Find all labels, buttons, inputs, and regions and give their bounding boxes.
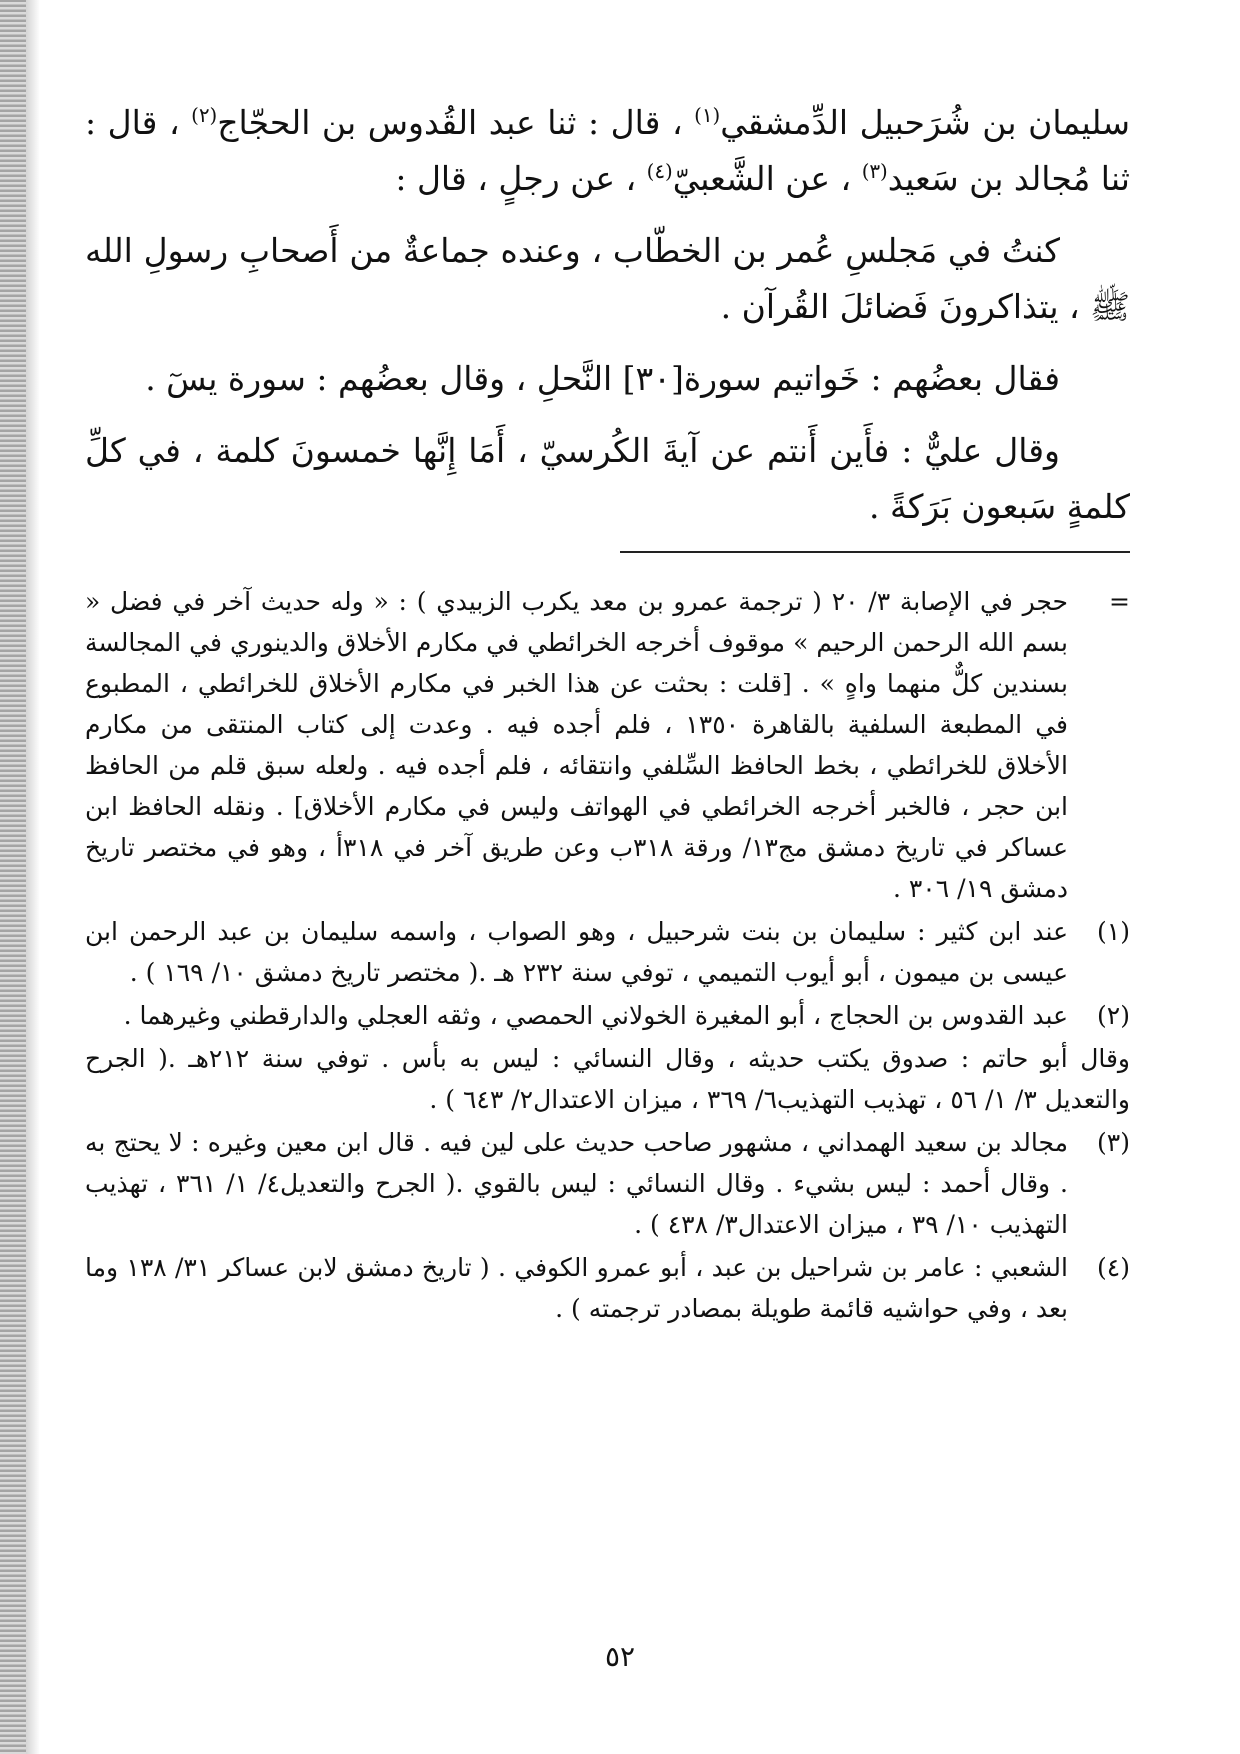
footnote-number: (٢) xyxy=(1097,1001,1130,1030)
book-spine-fade xyxy=(26,0,40,1754)
paragraph-majlis: كنتُ في مَجلسِ عُمر بن الخطّاب ، وعنده جماعةٌ من أَصحابِ رسولِ الله ﷺ ، يتذاكرونَ فَضائلَ القُرآن . xyxy=(85,231,1130,326)
isnad-part-c: ، قال : ثنا مُجالد بن سَعيد xyxy=(85,103,1130,198)
isnad-part-d: ، عن الشَّعبيّ xyxy=(672,159,862,198)
footnote-1 xyxy=(85,911,1130,993)
book-spine-shadow xyxy=(0,0,26,1754)
footnote-continued-text: حجر في الإصابة ٣/ ٢٠ ( ترجمة عمرو بن معد يكرب الزبيدي ) : « وله حديث آخر في فضل « بسم الله الرحمن الرحيم » موقوف أخرجه الخرائطي في مكارم الأخلاق والدينوري في المجالسة بسندين كلٌّ منهما واهٍ » . [قلت : بحثت عن هذا الخبر في مكارم الأخلاق للخرائطي ، المطبوع في المطبعة السلفية بالقاهرة ١٣٥٠ ، فلم أجده فيه . وعدت إلى كتاب المنتقى من مكارم الأخلاق للخرائطي ، بخط الحافظ السِّلفي وانتقائه ، فلم أجده فيه . ولعله سبق قلم من الحافظ ابن حجر ، فالخبر أخرجه الخرائطي في الهواتف وليس في مكارم الأخلاق] . ونقله الحافظ ابن عساكر في تاريخ دمشق مج١٣/ ورقة ٣١٨ب وعن طريق آخر في ٣١٨أ ، وهو في مختصر تاريخ دمشق ١٩/ ٣٠٦ . xyxy=(85,587,1069,903)
footnote-continued-mark: = xyxy=(1109,587,1130,616)
main-text xyxy=(85,95,1130,535)
footnote-ref-2[interactable]: (٢) xyxy=(191,104,218,127)
footnote-number: (٣) xyxy=(1097,1128,1130,1157)
footnote-text: مجالد بن سعيد الهمداني ، مشهور صاحب حديث على لين فيه . قال ابن معين وغيره : لا يحتج به . وقال أحمد : ليس بشيء . وقال النسائي : ليس بالقوي .( الجرح والتعديل٤/ ١/ ٣٦١ ، تهذيب التهذيب ١٠/ ٣٩ ، ميزان الاعتدال٣/ ٤٣٨ ) . xyxy=(85,1128,1068,1239)
footnote-3 xyxy=(85,1122,1130,1245)
paragraph-khawatim: فقال بعضُهم : خَواتيم سورة[٣٠] النَّحلِ ، وقال بعضُهم : سورة يسٓ . xyxy=(145,359,1060,398)
footnote-ref-1[interactable]: (١) xyxy=(694,104,721,127)
page-number: ٥٢ xyxy=(604,1640,636,1673)
paragraph-isnad xyxy=(85,95,1130,207)
footnote-number: (١) xyxy=(1097,917,1130,946)
isnad-part-a: سليمان بن شُرَحبيل الدِّمشقي xyxy=(720,103,1130,142)
page-content xyxy=(85,95,1130,1715)
footnote-2 xyxy=(85,995,1130,1036)
paragraph-ayat-kursi: وقال عليٌّ : فأَين أَنتم عن آيةَ الكُرسيّ ، أَمَا إِنَّها خمسونَ كلمة ، في كلِّ كلمةٍ سَبعون بَرَكةً . xyxy=(85,431,1130,526)
footnote-text: عند ابن كثير : سليمان بن بنت شرحبيل ، وهو الصواب ، واسمه سليمان بن عبد الرحمن ابن عيسى بن ميمون ، أبو أيوب التميمي ، توفي سنة ٢٣٢ هـ .( مختصر تاريخ دمشق ١٠/ ١٦٩ ) . xyxy=(85,917,1068,987)
footnotes xyxy=(85,581,1130,1329)
footnote-ref-4[interactable]: (٤) xyxy=(646,160,673,183)
footnote-4 xyxy=(85,1247,1130,1329)
footnote-number: (٤) xyxy=(1097,1253,1130,1282)
footnote-ref-3[interactable]: (٣) xyxy=(861,160,888,183)
isnad-part-b: ، قال : ثنا عبد القُدوس بن الحجّاج xyxy=(217,103,695,142)
isnad-part-e: ، عن رجلٍ ، قال : xyxy=(395,159,647,198)
footnote-text: الشعبي : عامر بن شراحيل بن عبد ، أبو عمرو الكوفي . ( تاريخ دمشق لابن عساكر ٣١/ ١٣٨ وما بعد ، وفي حواشيه قائمة طويلة بمصادر ترجمته ) . xyxy=(85,1253,1068,1323)
footnote-separator xyxy=(620,551,1130,553)
footnote-continued xyxy=(85,581,1130,909)
footnote-2-continued: وقال أبو حاتم : صدوق يكتب حديثه ، وقال النسائي : ليس به بأس . توفي سنة ٢١٢هـ .( الجرح والتعديل ٣/ ١/ ٥٦ ، تهذيب التهذيب٦/ ٣٦٩ ، ميزان الاعتدال٢/ ٦٤٣ ) . xyxy=(85,1044,1131,1114)
footnote-text: عبد القدوس بن الحجاج ، أبو المغيرة الخولاني الحمصي ، وثقه العجلي والدارقطني وغيرهما . xyxy=(123,1001,1068,1030)
